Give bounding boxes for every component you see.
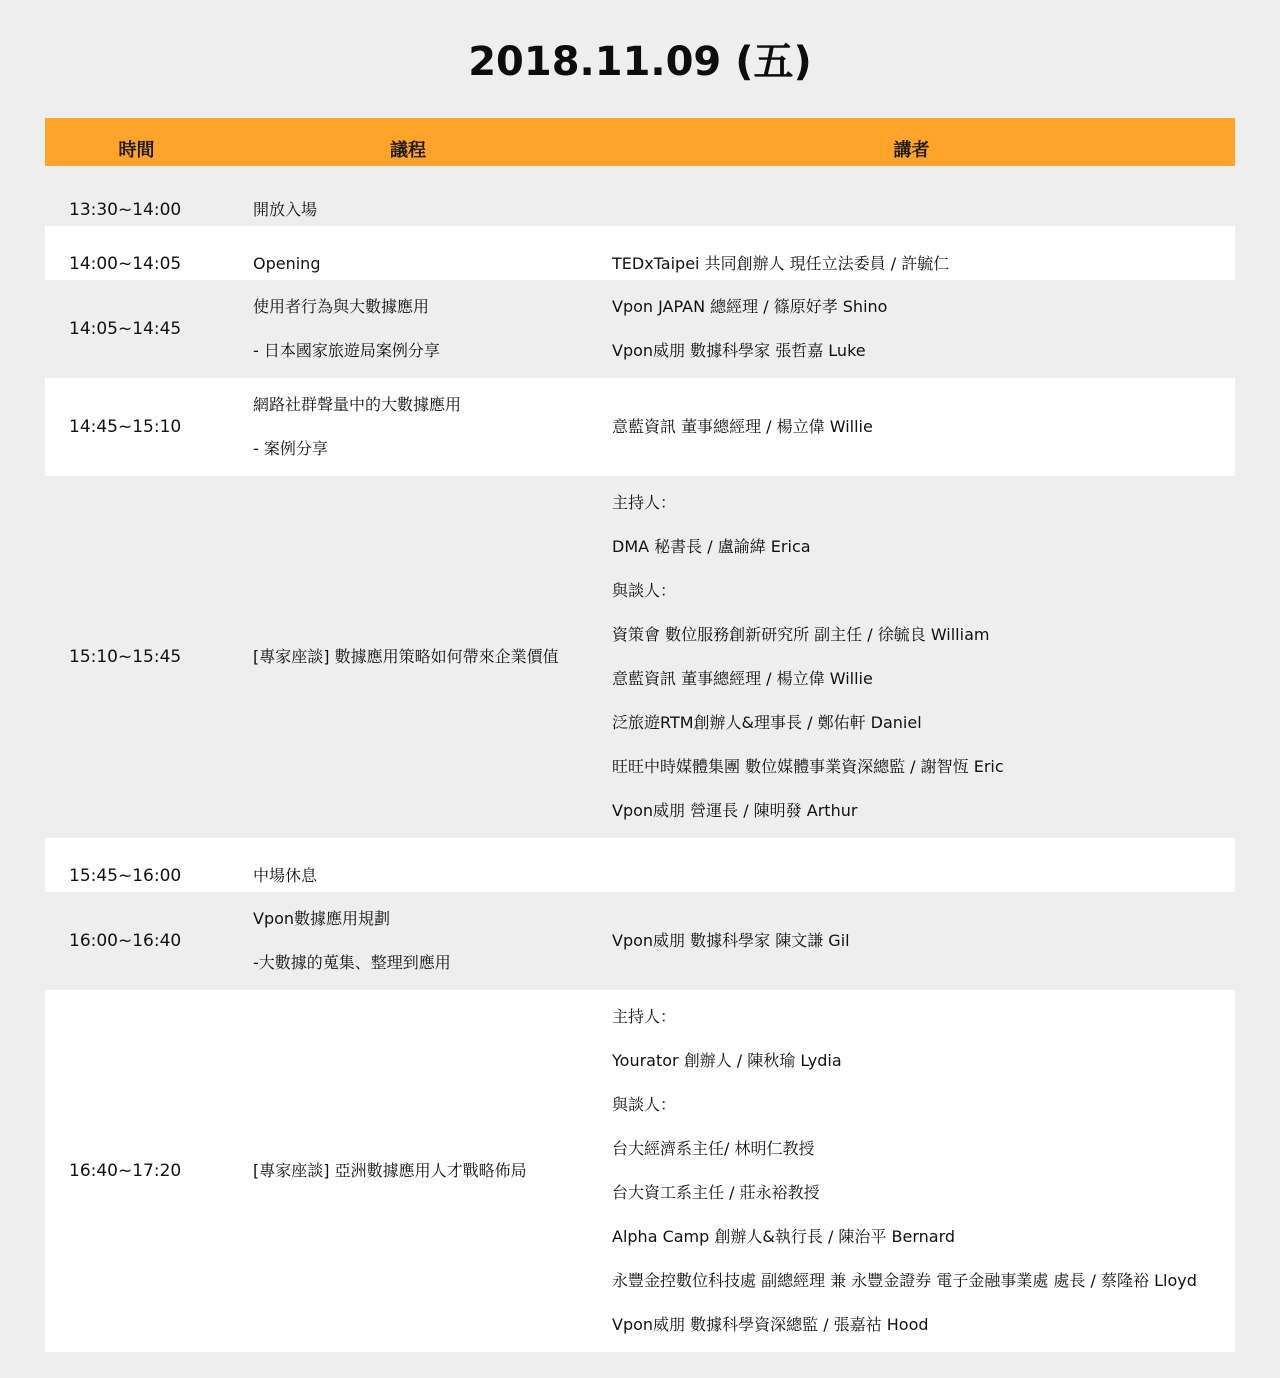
row-speaker xyxy=(588,226,1235,280)
speaker-line: Alpha Camp 創辦人&執行長 / 陳治平 Bernard xyxy=(612,1227,956,1246)
row-time: 15:45~16:00 xyxy=(69,866,182,886)
speaker-line: 意藍資訊 董事總經理 / 楊立偉 Willie xyxy=(612,417,873,436)
row-agenda xyxy=(229,226,588,280)
header-speaker: 講者 xyxy=(893,140,930,161)
row-time: 13:30~14:00 xyxy=(69,200,182,220)
row-agenda xyxy=(229,172,588,226)
row-speaker xyxy=(588,838,1235,892)
row-speaker xyxy=(588,172,1235,226)
table-row xyxy=(45,476,1235,838)
page-title: 2018.11.09 (五) xyxy=(468,39,812,85)
speaker-line: Vpon威朋 營運長 / 陳明發 Arthur xyxy=(612,801,858,820)
table-row xyxy=(45,990,1235,1352)
speaker-line: TEDxTaipei 共同創辦人 現任立法委員 / 許毓仁 xyxy=(612,254,950,273)
table-row xyxy=(45,892,1235,990)
schedule-table xyxy=(45,118,1235,1352)
speaker-line: Yourator 創辦人 / 陳秋瑜 Lydia xyxy=(612,1051,842,1070)
speaker-line: 與談人： xyxy=(612,1095,677,1114)
agenda-line: Opening xyxy=(253,254,321,273)
agenda-line: - 日本國家旅遊局案例分享 xyxy=(253,341,440,360)
agenda-line: 使用者行為與大數據應用 xyxy=(253,297,430,316)
table-row xyxy=(45,838,1235,892)
row-agenda xyxy=(229,383,588,471)
agenda-line: 中場休息 xyxy=(253,866,318,885)
agenda-line: - 案例分享 xyxy=(253,439,328,458)
speaker-line: Vpon威朋 數據科學家 陳文謙 Gil xyxy=(612,931,850,950)
speaker-line: 旺旺中時媒體集團 數位媒體事業資深總監 / 謝智恆 Eric xyxy=(612,757,1004,776)
table-body xyxy=(45,172,1235,1352)
speaker-line: 主持人： xyxy=(612,1007,677,1026)
header-agenda: 議程 xyxy=(390,140,426,161)
speaker-line: 意藍資訊 董事總經理 / 楊立偉 Willie xyxy=(612,669,873,688)
table-header xyxy=(45,118,1235,166)
speaker-line: DMA 秘書長 / 盧諭緯 Erica xyxy=(612,537,811,556)
speaker-line: 資策會 數位服務創新研究所 副主任 / 徐毓良 William xyxy=(612,625,990,644)
row-speaker xyxy=(588,995,1235,1347)
table-row xyxy=(45,172,1235,226)
row-speaker xyxy=(588,919,1235,963)
speaker-line: Vpon威朋 數據科學資深總監 / 張嘉祜 Hood xyxy=(612,1315,929,1334)
row-agenda xyxy=(229,838,588,892)
speaker-line: 永豐金控數位科技處 副總經理 兼 永豐金證券 電子金融事業處 處長 / 蔡隆裕 Lloyd xyxy=(612,1271,1197,1290)
row-time: 15:10~15:45 xyxy=(69,647,182,667)
speaker-line: 主持人： xyxy=(612,493,677,512)
row-agenda xyxy=(229,897,588,985)
agenda-line: Vpon數據應用規劃 xyxy=(253,909,391,928)
row-time: 16:40~17:20 xyxy=(69,1161,182,1181)
table-row xyxy=(45,280,1235,378)
agenda-line: 開放入場 xyxy=(253,200,318,219)
row-speaker xyxy=(588,405,1235,449)
agenda-line: [專家座談] 數據應用策略如何帶來企業價值 xyxy=(253,647,559,666)
row-time: 14:45~15:10 xyxy=(69,417,182,437)
row-agenda xyxy=(229,285,588,373)
row-time: 14:00~14:05 xyxy=(69,254,182,274)
agenda-line: 網路社群聲量中的大數據應用 xyxy=(253,395,462,414)
row-agenda xyxy=(229,635,588,679)
row-time: 16:00~16:40 xyxy=(69,931,182,951)
header-time: 時間 xyxy=(118,140,155,161)
agenda-line: [專家座談] 亞洲數據應用人才戰略佈局 xyxy=(253,1161,527,1180)
speaker-line: Vpon JAPAN 總經理 / 篠原好孝 Shino xyxy=(612,297,888,316)
speaker-line: 泛旅遊RTM創辦人&理事長 / 鄭佑軒 Daniel xyxy=(612,713,922,732)
speaker-line: 台大經濟系主任/ 林明仁教授 xyxy=(612,1139,815,1158)
agenda-line: -大數據的蒐集、整理到應用 xyxy=(253,953,451,972)
table-row xyxy=(45,226,1235,280)
speaker-line: 與談人： xyxy=(612,581,677,600)
speaker-line: 台大資工系主任 / 莊永裕教授 xyxy=(612,1183,820,1202)
row-time: 14:05~14:45 xyxy=(69,319,182,339)
table-row xyxy=(45,378,1235,476)
row-speaker xyxy=(588,481,1235,833)
row-agenda xyxy=(229,1149,588,1193)
speaker-line: Vpon威朋 數據科學家 張哲嘉 Luke xyxy=(612,341,866,360)
row-speaker xyxy=(588,285,1235,373)
